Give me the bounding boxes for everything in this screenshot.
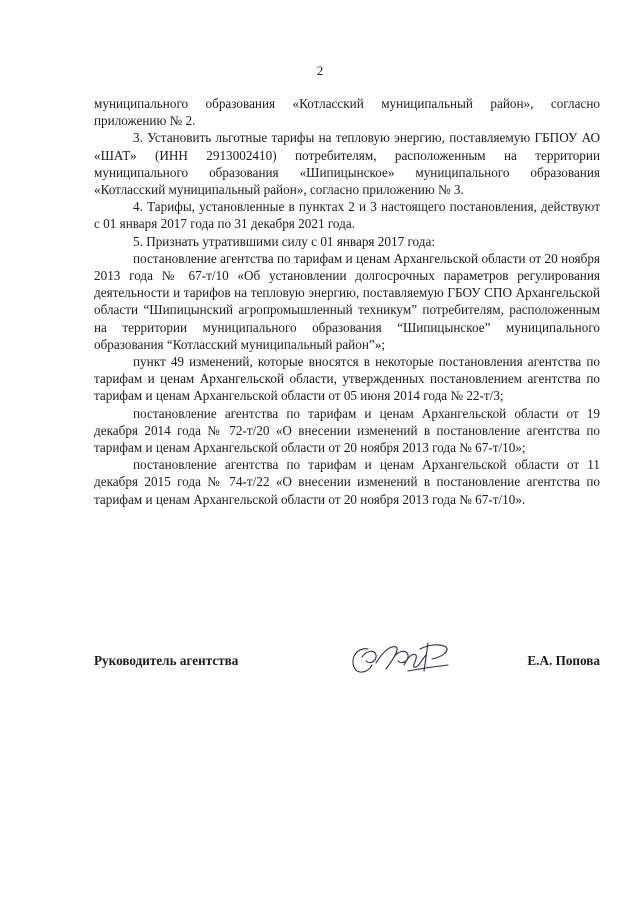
document-body — [94, 95, 600, 508]
paragraph-item-3: 3. Установить льготные тарифы на тепловую энергию, поставляемую ГБПОУ АО «ШАТ» (ИНН 2913002410) потребителям, расположенным на территории муниципального образования «Шипицынское» муниципального образования «Котласский муниципальный район», согласно приложению № 3. — [94, 130, 600, 198]
signature-block — [94, 635, 600, 685]
repealed-act-2: пункт 49 изменений, которые вносятся в некоторые постановления агентства по тарифам и ценам Архангельской области, утвержденных постановлением агентства по тарифам и ценам Архангельской области от 05 июня 2014 года № 22-т/3; — [94, 354, 600, 404]
paragraph-continuation: муниципального образования «Котласский муниципальный район», согласно приложению № 2. — [94, 96, 600, 129]
signatory-title: Руководитель агентства — [94, 653, 239, 668]
repealed-act-1: постановление агентства по тарифам и ценам Архангельской области от 20 ноября 2013 года № 67-т/10 «Об установлении долгосрочных параметров регулирования деятельности и тарифов на тепловую энергию, поставляемую ГБОУ СПО Архангельской области “Шипицынский агропромышленный техникум” потребителям, расположенным на территории муниципального образования “Шипицынское” муниципального образования “Котласский муниципальный район”»; — [94, 250, 600, 352]
repealed-act-3: постановление агентства по тарифам и ценам Архангельской области от 19 декабря 2014 года № 72-т/20 «О внесении изменений в постановление агентства по тарифам и ценам Архангельской области от 20 ноября 2013 года № 67-т/10»; — [94, 405, 600, 456]
handwritten-signature — [346, 635, 456, 679]
page-number: 2 — [316, 63, 324, 78]
signatory-name: Е.А. Попова — [527, 653, 600, 668]
paragraph-item-4: 4. Тарифы, установленные в пунктах 2 и 3 настоящего постановления, действуют с 01 января 2017 года по 31 декабря 2021 года. — [94, 199, 600, 232]
repealed-act-4: постановление агентства по тарифам и ценам Архангельской области от 11 декабря 2015 года № 74-т/22 «О внесении изменений в постановление агентства по тарифам и ценам Архангельской области от 20 ноября 2013 года № 67-т/10». — [94, 457, 600, 507]
paragraph-item-5: 5. Признать утратившими силу с 01 января 2017 года: — [133, 233, 435, 249]
